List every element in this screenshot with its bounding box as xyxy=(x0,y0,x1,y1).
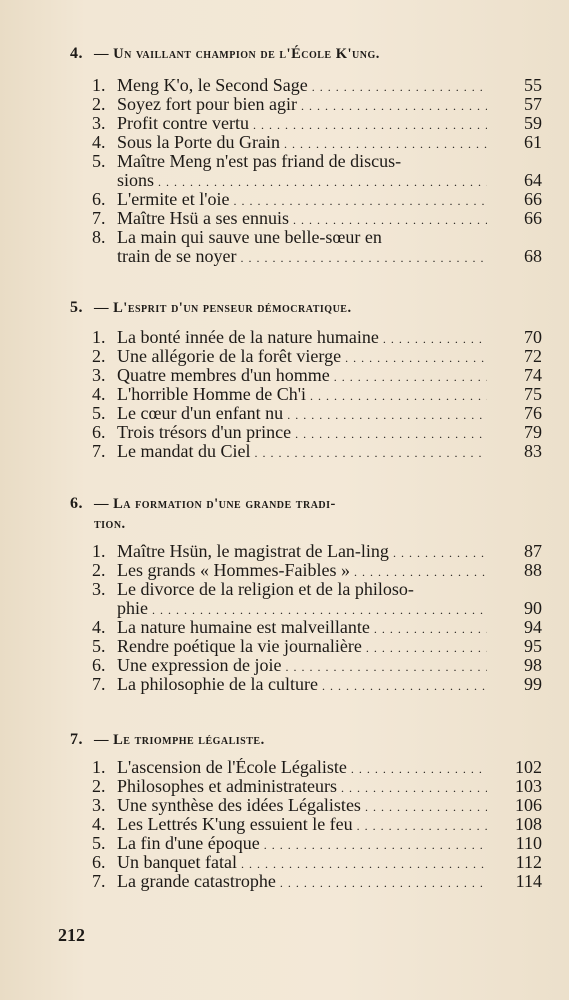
entry-page: 79 xyxy=(524,422,542,442)
entry-title: La philosophie de la culture . . . xyxy=(117,675,487,694)
entry-title: L'horrible Homme de Ch'i . . . xyxy=(117,385,487,404)
toc-entry xyxy=(92,542,542,561)
entry-title: La fin d'une époque . . . xyxy=(117,834,487,853)
entry-title: Quatre membres d'un homme . . . xyxy=(117,366,487,385)
entry-number: 4. xyxy=(92,618,106,637)
entry-number: 3. xyxy=(92,796,106,815)
section-number: 4. xyxy=(70,45,83,62)
entry-title: Le mandat du Ciel . . . xyxy=(117,442,487,461)
entry-page: 87 xyxy=(524,541,542,561)
entry-title: La bonté innée de la nature humaine . . . xyxy=(117,328,487,347)
toc-entry xyxy=(92,561,542,580)
entry-page: 59 xyxy=(524,113,542,133)
entry-number: 2. xyxy=(92,777,106,796)
entry-number: 6. xyxy=(92,423,106,442)
entry-page: 103 xyxy=(515,776,542,796)
entry-list xyxy=(92,758,542,891)
entry-page: 83 xyxy=(524,441,542,461)
entry-title: Une synthèse des idées Légalistes . . . xyxy=(117,796,487,815)
toc-entry xyxy=(92,656,542,675)
entry-number: 1. xyxy=(92,76,106,95)
entry-page: 112 xyxy=(515,852,542,872)
toc-entry xyxy=(92,328,542,347)
toc-entry xyxy=(92,618,542,637)
entry-number: 1. xyxy=(92,758,106,777)
entry-title: L'ermite et l'oie . . . xyxy=(117,190,487,209)
entry-page: 106 xyxy=(515,795,542,815)
entry-title: Le divorce de la religion et de la philoso- xyxy=(117,580,414,599)
entry-page: 55 xyxy=(524,75,542,95)
entry-title: Profit contre vertu . . . xyxy=(117,114,487,133)
toc-entry xyxy=(92,404,542,423)
entry-page: 75 xyxy=(524,384,542,404)
entry-number: 4. xyxy=(92,385,106,404)
section-title: — L'esprit d'un penseur démocratique. xyxy=(94,300,352,316)
entry-number: 3. xyxy=(92,114,106,133)
entry-number: 4. xyxy=(92,133,106,152)
entry-page: 114 xyxy=(515,871,542,891)
toc-entry xyxy=(92,758,542,777)
entry-list xyxy=(92,76,542,266)
section-heading xyxy=(70,44,500,64)
entry-title: Meng K'o, le Second Sage . . . xyxy=(117,76,487,95)
toc-entry xyxy=(92,637,542,656)
entry-title: Un banquet fatal . . . xyxy=(117,853,487,872)
entry-page: 95 xyxy=(524,636,542,656)
entry-number: 6. xyxy=(92,656,106,675)
entry-page: 72 xyxy=(524,346,542,366)
entry-number: 7. xyxy=(92,442,106,461)
entry-title: Les Lettrés K'ung essuient le feu . . . xyxy=(117,815,487,834)
entry-title: Soyez fort pour bien agir . . . xyxy=(117,95,487,114)
section-heading xyxy=(70,494,500,534)
entry-number: 7. xyxy=(92,872,106,891)
section-title: — Le triomphe légaliste. xyxy=(94,732,265,748)
entry-number: 5. xyxy=(92,152,106,171)
entry-page: 94 xyxy=(524,617,542,637)
entry-title: La grande catastrophe . . . xyxy=(117,872,487,891)
entry-title: Rendre poétique la vie journalière . . . xyxy=(117,637,487,656)
entry-number: 2. xyxy=(92,347,106,366)
toc-entry xyxy=(92,114,542,133)
entry-title: Philosophes et administrateurs . . . xyxy=(117,777,487,796)
entry-title: Maître Hsün, le magistrat de Lan-ling . . . xyxy=(117,542,487,561)
entry-title: Une expression de joie . . . xyxy=(117,656,487,675)
toc-entry xyxy=(92,347,542,366)
entry-number: 4. xyxy=(92,815,106,834)
entry-number: 2. xyxy=(92,561,106,580)
entry-title: Le cœur d'un enfant nu . . . xyxy=(117,404,487,423)
section-title: — La formation d'une grande tradi- xyxy=(94,496,336,512)
entry-title-continued: sions . . . xyxy=(117,171,487,190)
toc-entry xyxy=(92,190,542,209)
section-title: — Un vaillant champion de l'École K'ung. xyxy=(94,46,380,62)
section-title-continued: tion. xyxy=(94,516,126,532)
entry-page: 102 xyxy=(515,757,542,777)
toc-entry xyxy=(92,423,542,442)
entry-page: 57 xyxy=(524,94,542,114)
toc-entry xyxy=(92,777,542,796)
entry-title: Une allégorie de la forêt vierge . . . xyxy=(117,347,487,366)
toc-entry xyxy=(92,209,542,228)
entry-page: 66 xyxy=(524,208,542,228)
entry-page: 64 xyxy=(524,170,542,190)
toc-entry xyxy=(92,366,542,385)
entry-title-continued: phie . . . xyxy=(117,599,487,618)
toc-entry xyxy=(92,580,542,618)
entry-number: 2. xyxy=(92,95,106,114)
toc-entry xyxy=(92,834,542,853)
entry-page: 68 xyxy=(524,246,542,266)
entry-number: 6. xyxy=(92,190,106,209)
toc-entry xyxy=(92,228,542,266)
toc-entry xyxy=(92,853,542,872)
entry-page: 70 xyxy=(524,327,542,347)
toc-entry xyxy=(92,675,542,694)
entry-page: 66 xyxy=(524,189,542,209)
section-number: 7. xyxy=(70,731,83,748)
section-number: 5. xyxy=(70,299,83,316)
entry-page: 74 xyxy=(524,365,542,385)
section-number: 6. xyxy=(70,495,83,512)
entry-page: 88 xyxy=(524,560,542,580)
entry-number: 6. xyxy=(92,853,106,872)
page-number: 212 xyxy=(58,925,85,945)
entry-page: 99 xyxy=(524,674,542,694)
entry-page: 110 xyxy=(515,833,542,853)
entry-page: 108 xyxy=(515,814,542,834)
entry-page: 90 xyxy=(524,598,542,618)
entry-page: 98 xyxy=(524,655,542,675)
entry-number: 5. xyxy=(92,637,106,656)
section-heading xyxy=(70,298,500,318)
toc-entry xyxy=(92,152,542,190)
toc-entry xyxy=(92,76,542,95)
section-heading xyxy=(70,730,500,750)
entry-title: La nature humaine est malveillante . . . xyxy=(117,618,487,637)
entry-title-continued: train de se noyer . . . xyxy=(117,247,487,266)
toc-entry xyxy=(92,442,542,461)
entry-title: Maître Hsü a ses ennuis . . . xyxy=(117,209,487,228)
entry-number: 3. xyxy=(92,366,106,385)
entry-number: 3. xyxy=(92,580,106,599)
entry-number: 7. xyxy=(92,675,106,694)
entry-list xyxy=(92,328,542,461)
entry-title: Trois trésors d'un prince . . . xyxy=(117,423,487,442)
entry-title: Les grands « Hommes-Faibles » . . . xyxy=(117,561,487,580)
entry-number: 1. xyxy=(92,542,106,561)
entry-page: 61 xyxy=(524,132,542,152)
entry-list xyxy=(92,542,542,694)
toc-entry xyxy=(92,815,542,834)
entry-number: 5. xyxy=(92,834,106,853)
toc-entry xyxy=(92,95,542,114)
toc-entry xyxy=(92,385,542,404)
entry-title: Maître Meng n'est pas friand de discus- xyxy=(117,152,402,171)
toc-entry xyxy=(92,796,542,815)
entry-title: Sous la Porte du Grain . . . xyxy=(117,133,487,152)
toc-entry xyxy=(92,133,542,152)
toc-entry xyxy=(92,872,542,891)
entry-number: 1. xyxy=(92,328,106,347)
entry-number: 5. xyxy=(92,404,106,423)
entry-number: 7. xyxy=(92,209,106,228)
entry-number: 8. xyxy=(92,228,106,247)
entry-title: L'ascension de l'École Légaliste . . . xyxy=(117,758,487,777)
entry-page: 76 xyxy=(524,403,542,423)
entry-title: La main qui sauve une belle-sœur en xyxy=(117,228,382,247)
